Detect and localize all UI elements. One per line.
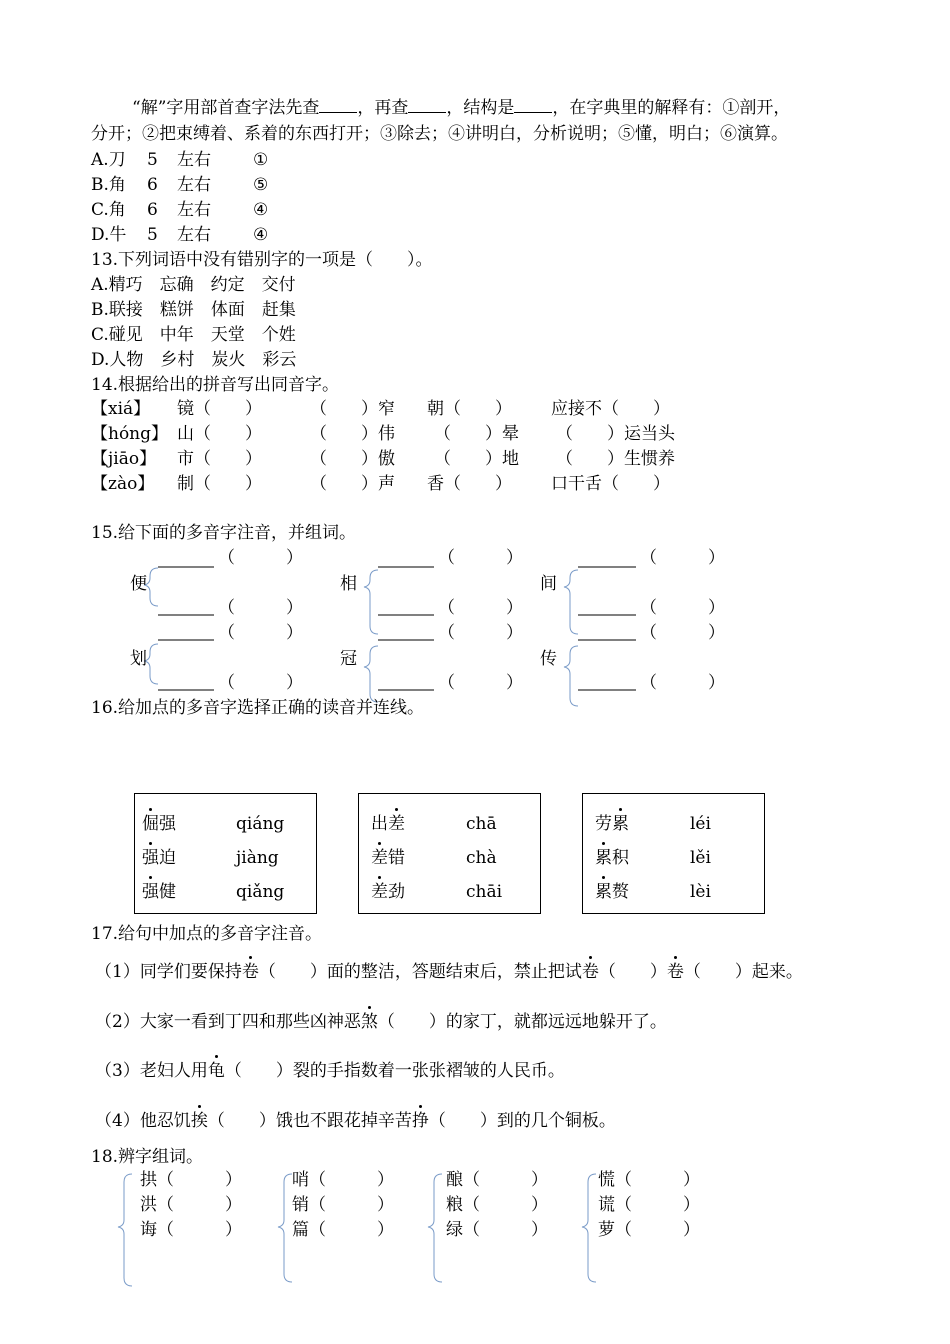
q18-item[interactable]: 慌（ ） <box>598 1170 700 1190</box>
q18-item[interactable]: 洪（ ） <box>140 1195 242 1215</box>
q14-pinyin: 【hóng】 <box>91 424 169 444</box>
q16-word[interactable]: 差错 <box>371 848 405 868</box>
q14-item[interactable]: 应接不（ ） <box>551 399 670 419</box>
q16-word[interactable]: 劳累 <box>595 814 629 834</box>
q17-sentence-3: （3）老妇人用龟（ ）裂的手指数着一张张褶皱的人民币。 <box>95 1061 565 1081</box>
q15-char: 冠 <box>340 649 357 669</box>
q13-option-c[interactable]: C.碰见 中年 天堂 个姓 <box>91 325 296 345</box>
q18-item[interactable]: 哨（ ） <box>292 1170 394 1190</box>
q16-reading[interactable]: qiǎng <box>236 882 285 902</box>
q14-item[interactable]: （ ）傲 <box>310 449 395 469</box>
q18-item[interactable]: 诲（ ） <box>140 1220 242 1240</box>
q12-option-b[interactable]: B.角 6 左右 ⑤ <box>91 175 269 195</box>
q16-box-3 <box>582 793 765 914</box>
q15-paren[interactable]: （ ） <box>218 598 303 618</box>
q18-item[interactable]: 谎（ ） <box>598 1195 700 1215</box>
q16-word[interactable]: 差劲 <box>371 882 405 902</box>
q17-sentence-2: （2）大家一看到丁四和那些凶神恶煞（ ）的家丁，就都远远地躲开了。 <box>95 1012 667 1032</box>
q17-title: 17.给句中加点的多音字注音。 <box>91 924 323 944</box>
q16-reading[interactable]: chā <box>466 814 497 834</box>
q13-option-d[interactable]: D.人物 乡村 炭火 彩云 <box>91 350 297 370</box>
q18-item[interactable]: 篇（ ） <box>292 1220 394 1240</box>
q16-reading[interactable]: lèi <box>690 882 711 902</box>
q16-word[interactable]: 倔强 <box>142 814 176 834</box>
q12-line2: 分开；②把束缚着、系着的东西打开；③除去；④讲明白，分析说明；⑤懂，明白；⑥演算。 <box>91 124 788 144</box>
q16-reading[interactable]: jiàng <box>236 848 279 868</box>
q16-word[interactable]: 出差 <box>371 814 405 834</box>
q16-box-2 <box>358 793 541 914</box>
q16-reading[interactable]: lěi <box>690 848 711 868</box>
q12-option-c[interactable]: C.角 6 左右 ④ <box>91 200 269 220</box>
q15-title: 15.给下面的多音字注音，并组词。 <box>91 523 357 543</box>
q16-reading[interactable]: chà <box>466 848 497 868</box>
q15-paren[interactable]: （ ） <box>218 623 303 643</box>
q15-paren[interactable]: （ ） <box>438 623 523 643</box>
q17-sentence-1: （1）同学们要保持卷（ ）面的整洁，答题结束后，禁止把试卷（ ）卷（ ）起来。 <box>95 962 803 982</box>
q14-item[interactable]: 市（ ） <box>177 449 262 469</box>
q16-reading[interactable]: chāi <box>466 882 503 902</box>
q15-paren[interactable]: （ ） <box>640 673 725 693</box>
q14-item[interactable]: 朝（ ） <box>427 399 512 419</box>
q15-paren[interactable]: （ ） <box>438 673 523 693</box>
q15-char: 间 <box>540 574 557 594</box>
q14-title: 14.根据给出的拼音写出同音字。 <box>91 375 340 395</box>
q15-paren[interactable]: （ ） <box>218 548 303 568</box>
q18-item[interactable]: 销（ ） <box>292 1195 394 1215</box>
q14-pinyin: 【jiāo】 <box>91 449 157 469</box>
q15-paren[interactable]: （ ） <box>438 548 523 568</box>
q12-option-a[interactable]: A.刀 5 左右 ① <box>91 150 269 170</box>
q14-item[interactable]: （ ）窄 <box>310 399 395 419</box>
q18-item[interactable]: 绿（ ） <box>446 1220 548 1240</box>
q15-paren[interactable]: （ ） <box>640 548 725 568</box>
q14-item[interactable]: （ ）运当头 <box>556 424 675 444</box>
q14-item[interactable]: （ ）伟 <box>310 424 395 444</box>
q16-word[interactable]: 累积 <box>595 848 629 868</box>
q13-option-a[interactable]: A.精巧 忘确 约定 交付 <box>91 275 296 295</box>
q14-pinyin: 【zào】 <box>91 474 155 494</box>
q14-item[interactable]: 山（ ） <box>177 424 262 444</box>
q14-item[interactable]: 香（ ） <box>427 474 512 494</box>
q16-reading[interactable]: qiáng <box>236 814 285 834</box>
q16-title: 16.给加点的多音字选择正确的读音并连线。 <box>91 698 425 718</box>
q18-item[interactable]: 拱（ ） <box>140 1170 242 1190</box>
q15-paren[interactable]: （ ） <box>640 598 725 618</box>
q17-sentence-4: （4）他忍饥挨（ ）饿也不跟花掉辛苦挣（ ）到的几个铜板。 <box>95 1111 616 1131</box>
q14-item[interactable]: （ ）声 <box>310 474 395 494</box>
q15-char: 相 <box>340 574 357 594</box>
q14-item[interactable]: （ ）生惯养 <box>556 449 675 469</box>
q15-paren[interactable]: （ ） <box>218 673 303 693</box>
q13-title: 13.下列词语中没有错别字的一项是（ ）。 <box>91 250 433 270</box>
q14-pinyin: 【xiá】 <box>91 399 151 419</box>
q14-item[interactable]: （ ）晕 <box>434 424 519 444</box>
q16-box-1 <box>134 793 317 914</box>
q15-paren[interactable]: （ ） <box>438 598 523 618</box>
q12-line1: “解”字用部首查字法先查 ，再查 ，结构是 ，在字典里的解释有：①剖开， <box>132 98 791 118</box>
q15-char: 传 <box>540 649 557 669</box>
q14-item[interactable]: 制（ ） <box>177 474 262 494</box>
q18-item[interactable]: 萝（ ） <box>598 1220 700 1240</box>
q14-item[interactable]: （ ）地 <box>434 449 519 469</box>
q16-word[interactable]: 强迫 <box>142 848 176 868</box>
q13-option-b[interactable]: B.联接 糕饼 体面 赶集 <box>91 300 296 320</box>
q16-word[interactable]: 累赘 <box>595 882 629 902</box>
q15-char: 划 <box>130 649 147 669</box>
q14-item[interactable]: 口干舌（ ） <box>551 474 670 494</box>
q18-title: 18.辨字组词。 <box>91 1147 204 1167</box>
q15-paren[interactable]: （ ） <box>640 623 725 643</box>
q16-word[interactable]: 强健 <box>142 882 176 902</box>
q15-char: 便 <box>130 574 147 594</box>
q18-item[interactable]: 粮（ ） <box>446 1195 548 1215</box>
q18-item[interactable]: 酿（ ） <box>446 1170 548 1190</box>
q16-reading[interactable]: léi <box>690 814 711 834</box>
q12-option-d[interactable]: D.牛 5 左右 ④ <box>91 225 269 245</box>
q14-item[interactable]: 镜（ ） <box>177 399 262 419</box>
